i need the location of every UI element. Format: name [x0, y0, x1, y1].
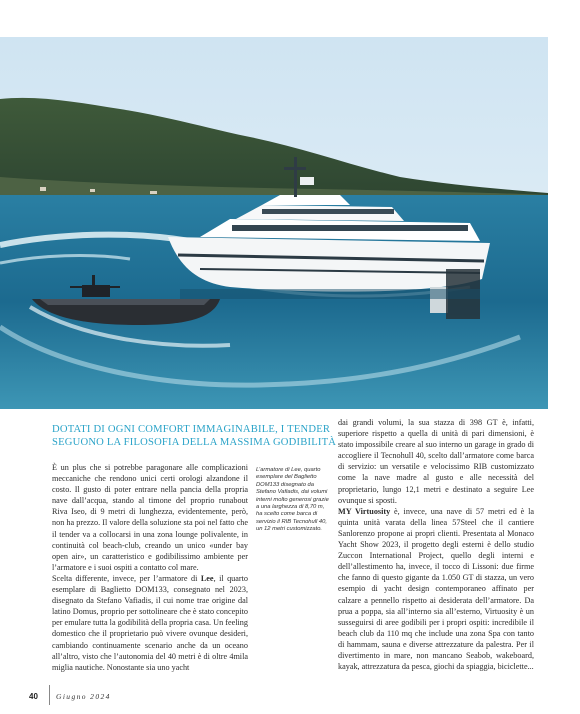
article-column-right: [338, 417, 534, 672]
yacht-name-lee: Lee: [200, 573, 214, 583]
headline-line-1: DOTATI DI OGNI COMFORT IMMAGINABILE, I TENDER: [52, 424, 331, 435]
issue-date: Giugno 2024: [56, 692, 111, 701]
paragraph-text: Scelta differente, invece, per l’armatore di: [52, 573, 201, 583]
section-headline: [52, 423, 352, 449]
yacht-photo: [0, 37, 548, 409]
article-column-left: [52, 462, 248, 673]
yacht-name-virtuosity: MY Virtuosity: [338, 506, 391, 516]
paragraph: È un plus che si potrebbe paragonare alle complicazioni meccaniche che rendono unici certi orologi alzandone il costo. Il gusto di poter entrare nella pancia della propria nave dall’acqua, stando al timone del proprio runabout Riva Iseo, di 9 metri di lunghezza, evidentemente, però, non ha prezzo. Il valore della soluzione sta poi nel fatto che il tender va a collocarsi in una zona lounge polivalente, in continuità col beach-club, creando un unico «under bay open air», un caratteristico e godibilissimo ambiente per l’armatore e i suoi ospiti a contatto col mare.: [52, 463, 248, 572]
paragraph: [52, 573, 248, 673]
photo-caption: L’armatore di Lee, quarto esemplare del Baglietto DOM133 disegnato da Stefano Vafiadis, dai volumi interni molto generosi grazie a una larghezza di 8,70 m, ha scelto come barca di servizio il RIB Tecnohull 40, un 12 metri customizzato.: [256, 467, 329, 533]
paragraph-text: è, invece, una nave di 57 metri ed è la quinta unità varata della linea 57Steel che il cantiere Sanlorenzo propone ai propri clienti. Presentata al Monaco Yacht Show 2023, il progetto degli esterni è dello studio Zuccon International Project, quello degli interni e dell’allestimento ha, invece, il tocco di Lissoni: due firme che fanno di questo gigante da 1.050 GT di stazza, un vero esempio di yacht design contemporaneo affinato per calzare a pennello rispetto ai desiderata dell’armatore. Da prua a poppa, sia all’interno sia all’esterno, Virtuosity è un susseguirsi di aree godibili per i propri ospiti: incredibile il beach club da 110 mq che include una zona Spa con tanto di hammam, sauna e diverse attrezzature da palestra. Per il divertimento in mare, non mancano Seabob, wakeboard, kayak, attrezzatura da pesca, giochi da spiaggia, biciclette...: [338, 506, 534, 672]
footer-divider: [49, 685, 50, 705]
paragraph: [338, 506, 534, 672]
page-number: 40: [29, 692, 38, 701]
paragraph: dai grandi volumi, la sua stazza di 398 GT è, infatti, superiore rispetto a quella di unità di pari dimensioni, è stato impossibile creare al suo interno un garage in grado di accogliere il Tecnohull 40, scelto dall’armatore come barca di servizio: un versatile e velocissimo RIB customizzato come la nave madre al gusto e alle necessità del proprietario, lungo 12,1 metri e destinato a seguire Lee ovunque si sposti.: [338, 418, 534, 505]
paragraph-text: , il quarto esemplare di Baglietto DOM133, consegnato nel 2023, disegnato da Stefano Vafiadis, il cui nome trae origine dal latino Domus, proprio per sottolineare che è stato concepito per emulare tutta la godibilità della propria casa. Un feeling domestico che il proprietario può vivere ovunque desideri, cambiando continuamente scenario anche da un oceano all’altro, visto che l’autonomia del 40 metri è di oltre 4mila miglia nautiche. Nonostante sia uno yacht: [52, 573, 248, 672]
headline-line-2: SEGUONO LA FILOSOFIA DELLA MASSIMA GODIBILITÀ: [52, 437, 337, 448]
